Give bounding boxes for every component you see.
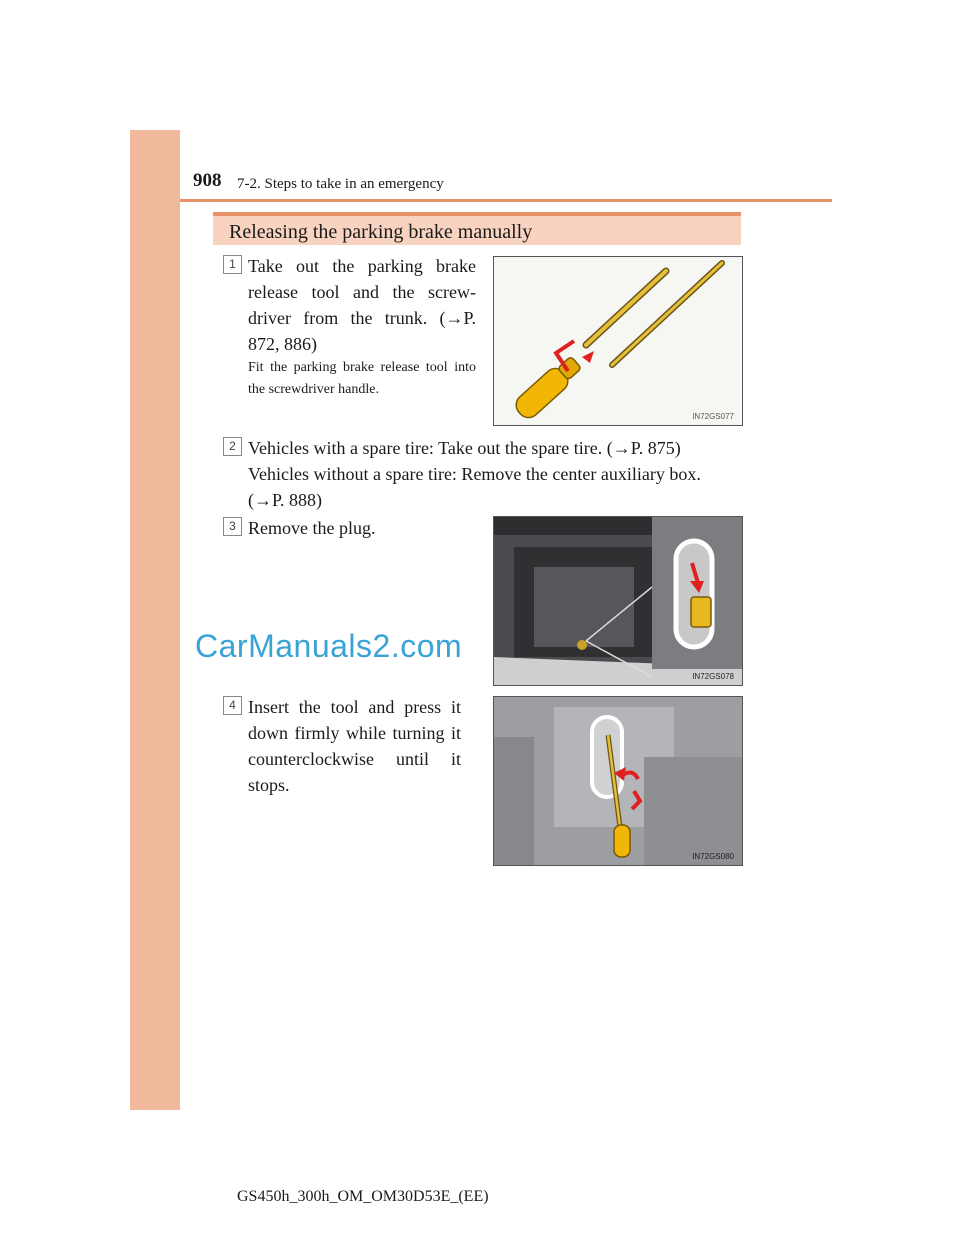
page-number: 908 [193,170,222,191]
figure-insert-tool [493,696,743,866]
insert-tool-illustration [494,697,742,865]
figure-1-id: IN72GS077 [692,412,734,421]
step-1-line-4: 872, 886) [248,334,317,354]
step-2-text [248,435,748,513]
step-number-4: 4 [223,696,242,715]
figure-release-tool [493,256,743,426]
footer-doc-code: GS450h_300h_OM_OM30D53E_(EE) [237,1188,489,1205]
step-4-line-4: stops. [248,775,290,795]
step-1-text [248,253,476,357]
running-header: 7-2. Steps to take in an emergency [237,176,444,192]
step-4-line-2: down firmly while turning it [248,723,461,743]
watermark: CarManuals2.com [195,628,463,664]
step-number-1: 1 [223,255,242,274]
trunk-plug-illustration [494,517,742,685]
step-4-line-3: counterclockwise until it [248,749,461,769]
step-number-3: 3 [223,517,242,536]
step-1-line-2: release tool and the screw- [248,282,476,302]
section-title: Releasing the parking brake manually [229,221,533,243]
step-number-2: 2 [223,437,242,456]
step-2-line-2: Vehicles without a spare tire: Remove the center auxiliary box. [248,464,701,484]
section-heading [213,212,741,245]
step-1-line-3: driver from the trunk. (→P. [248,308,476,328]
release-tool-illustration [494,257,742,425]
step-3-text: Remove the plug. [248,518,376,538]
chapter-sidebar [130,130,180,1110]
figure-3-id: IN72GS078 [692,672,734,681]
figure-4-id: IN72GS080 [692,852,734,861]
step-1-note: Fit the parking brake release tool into the screwdriver handle. [248,360,476,397]
step-4-text [248,694,461,798]
step-1-line-1: Take out the parking brake [248,256,476,276]
step-2-line-1: Vehicles with a spare tire: Take out the spare tire. (→P. 875) [248,438,681,458]
figure-trunk-plug [493,516,743,686]
step-2-line-3: (→P. 888) [248,490,323,510]
step-4-line-1: Insert the tool and press it [248,697,461,717]
header-rule [180,199,832,202]
